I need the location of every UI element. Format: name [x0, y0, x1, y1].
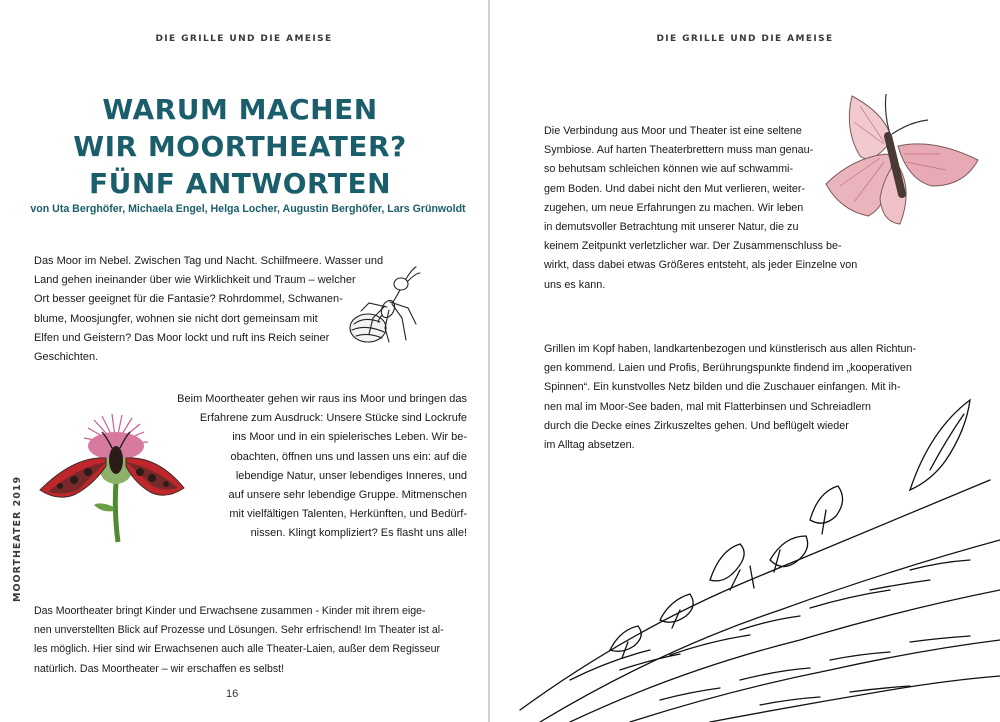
text-line: Symbiose. Auf harten Theaterbrettern muss man genau- — [544, 144, 814, 157]
running-head-left: DIE GRILLE UND DIE AMEISE — [155, 34, 333, 44]
ant-drawing — [338, 262, 428, 352]
text-line: Das Moortheater bringt Kinder und Erwachsene zusammen - Kinder mit ihrem eige- — [34, 605, 426, 617]
text-line: nissen. Klingt kompliziert? Es flasht uns alle! — [250, 527, 467, 540]
right-page — [490, 0, 1000, 722]
text-line: Grillen im Kopf haben, landkartenbezogen und künstlerisch aus allen Richtun- — [544, 343, 917, 355]
paragraph-moortheater — [130, 390, 467, 544]
text-line: zugehen, um neue Erfahrungen zu machen. Wir leben — [544, 201, 804, 214]
text-line: nen mal im Moor-See baden, mal mit Flatterbinsen und Schreiadlern — [544, 400, 872, 413]
title-line-1: WARUM MACHEN — [102, 93, 378, 126]
text-line: blume, Moosjungfer, wohnen sie nicht dort gemeinsam mit — [34, 312, 318, 325]
text-line: Erfahrene zum Ausdruck: Unsere Stücke sind Lockrufe — [199, 412, 467, 425]
text-line: lebendige Natur, unser lebendiges Inneres, und — [235, 469, 467, 482]
text-line: ins Moor und in ein spielerisches Leben. Wir be- — [232, 431, 467, 444]
text-line: gen kommend. Laien und Profis, Berührungspunkte findend im „kooperativen — [544, 362, 912, 375]
text-line: Land gehen ineinander über wie Wirklichkeit und Traum – welcher — [34, 274, 356, 287]
page-number: 16 — [226, 688, 239, 700]
running-head-right: DIE GRILLE UND DIE AMEISE — [656, 34, 834, 44]
text-line: wirkt, dass dabei etwas Größeres entsteht, als jeder Einzelne von — [544, 259, 858, 272]
text-line: obachten, öffnen uns und lassen uns ein: auf die — [230, 450, 467, 463]
text-line: so behutsam schleichen können wie auf schwammi- — [544, 163, 794, 176]
ink-sketch-ants-on-branch — [510, 380, 1000, 722]
title-line-2: WIR MOORTHEATER? — [73, 130, 407, 163]
text-line: keinem Zeitpunkt verletzlicher war. Der Zusammenschluss be- — [544, 240, 842, 253]
title-line-3: FÜNF ANTWORTEN — [88, 167, 392, 200]
text-line: Geschichten. — [34, 351, 99, 364]
text-line: Ort besser geeignet für die Fantasie? Rohrdommel, Schwanen- — [34, 293, 343, 306]
left-page — [0, 0, 488, 722]
text-line: Elfen und Geistern? Das Moor lockt und ruft ins Reich seiner — [34, 331, 330, 344]
text-line: gem Boden. Und dabei nicht den Mut verlieren, weiter- — [544, 182, 806, 195]
paragraph-verbindung — [544, 122, 857, 295]
text-line: nen unverstellten Blick auf Prozesse und Lösungen. Sehr erfrischend! Im Theater ist al- — [34, 624, 444, 637]
text-line: auf unsere sehr lebendige Gruppe. Mitmenschen — [228, 489, 467, 502]
authors-line: von Uta Berghöfer, Michaela Engel, Helga Locher, Augustin Berghöfer, Lars Grünwoldt — [30, 203, 466, 215]
text-line: uns es kann. — [544, 278, 606, 291]
text-line: Beim Moortheater gehen wir raus ins Moor und bringen das — [177, 393, 467, 405]
text-line: durch die Decke eines Zirkuszeltes gehen. Und beflügelt wieder — [544, 419, 849, 432]
text-line: Spinnen“. Ein kunstvolles Netz bilden und die Zuschauer einfangen. Mit ih- — [544, 381, 901, 394]
text-line: natürlich. Das Moortheater – wir erschaffen es selbst! — [34, 662, 285, 675]
article-title — [0, 91, 480, 202]
text-line: les möglich. Hier sind wir Erwachsenen auch alle Theater-Laien, außer dem Regisseur — [34, 643, 441, 656]
text-line: Die Verbindung aus Moor und Theater ist eine seltene — [544, 125, 802, 137]
text-line: im Alltag absetzen. — [544, 439, 635, 452]
text-line: in demutsvoller Betrachtung mit unserer Natur, die zu — [544, 221, 799, 234]
side-label — [0, 475, 23, 602]
text-line: Das Moor im Nebel. Zwischen Tag und Nacht. Schilfmeere. Wasser und — [34, 255, 384, 267]
paragraph-intro — [34, 252, 383, 367]
text-line: mit vielfältigen Talenten, Herkünften, und Bedürf- — [229, 508, 467, 521]
side-label-text: MOORTHEATER 2019 — [12, 475, 23, 602]
paragraph-kinder — [34, 602, 444, 679]
